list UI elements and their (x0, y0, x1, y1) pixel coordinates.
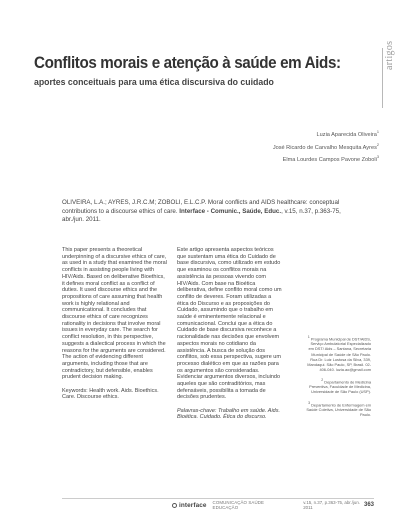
footnote (305, 378, 371, 395)
citation-details: , v.15, n.37, p.363-75, abr./jun. 2011. (62, 207, 341, 224)
footer-rule (62, 498, 374, 499)
section-label: artigos (384, 40, 395, 70)
article-subtitle: aportes conceituais para uma ética discursiva do cuidado (34, 76, 274, 87)
footnote-mark: 1 (307, 335, 310, 339)
citation-text: OLIVEIRA, L.A.; AYRES, J.R.C.M; ZOBOLI, E.L.C.P. Moral conflicts and AIDS healthcare: conceptual contributions to a discourse ethics of care. (62, 199, 340, 215)
footnote-text: Departamento de Enfermagem em Saúde Coletiva, Universidade de São Paulo. (306, 401, 371, 418)
author-list (273, 128, 379, 166)
abstract-portuguese (177, 247, 283, 428)
journal-logo-text: interface (179, 501, 207, 509)
journal-tagline: COMUNICAÇÃO SAÚDE EDUCAÇÃO (212, 500, 265, 510)
resumo-keywords: Palavras-chave: Trabalho em saúde. Aids. Bioética. Cuidado. Ética do discurso. (177, 407, 281, 421)
author-name: Elma Lourdes Campos Pavone Zoboli (282, 156, 377, 163)
author-mark: 1 (376, 130, 379, 134)
footnote-text: Departamento de Medicina Preventiva, Faculdade de Medicina, Universidade de São Paulo (USP). (309, 379, 371, 395)
abstract-keywords: Keywords: Health work. Aids. Bioethics. Care. Discourse ethics. (62, 387, 159, 401)
author-name: Luzia Aparecida Oliveira (316, 131, 377, 138)
abstract-body: This paper presents a theoretical underpinning of a discursive ethics of care, as used in a study that examined the moral conflicts in assisting people living with HIV/Aids. Based on deliberative Bioethics, it defines moral conflict as a conflict of duties. It used discourse ethics and the propositions of care assuming that health work is highly relational and communicational. It concludes that discourse ethics of care recognizes rationality in decisions that involve moral issues in everyday care. The search for conflict resolution, in this perspective, suggests a dialectical process in which the reasons for the arguments are considered. The action of evidencing different arguments, including those that are contradictory, but defensible, enables prudent decision making. (62, 247, 167, 381)
resumo-body: Este artigo apresenta aspectos teóricos que sustentam uma ética do Cuidado de base discursiva, como utilizado em estudo que examinou os conflitos morais na assistência às pessoas vivendo com HIV/Aids. Com base na Bioética deliberativa, define conflito moral como um conflito de deveres. Foram utilizadas a ética do Discurso e as proposições do Cuidado, assumindo que o trabalho em saúde é eminentemente relacional e comunicacional. Conclui que a ética do Cuidado de base discursiva reconhece a racionalidade nas decisões que envolvem aspectos morais no cotidiano da assistência. A busca de solução dos conflitos, sob essa perspectiva, sugere um processo dialético em que as razões para os argumentos são consideradas. Evidenciar argumentos diversos, incluindo aqueles que são contraditórios, mas defensáveis, possibilita a tomada de decisões prudentes. (177, 247, 282, 401)
citation (62, 199, 362, 225)
citation-journal: Interface - Comunic., Saúde, Educ. (179, 207, 282, 215)
footnote (305, 335, 371, 372)
article-title: Conflitos morais e atenção à saúde em Aids: (34, 54, 341, 72)
issue-reference: v.15, n.37, p.363-75, abr./jun. 2011 (303, 500, 361, 510)
footnote-mark: 3 (308, 400, 310, 405)
journal-logo-icon (172, 503, 177, 508)
journal-logo (172, 502, 207, 509)
section-tab-rule (382, 48, 383, 108)
author-mark: 2 (376, 142, 379, 147)
author (273, 141, 379, 154)
footnote-text: Programa Municipal de DST/AIDS, Serviço Ambulatorial Especializado em DST/ Aids – Santana, Secretaria Municipal de Saúde de São Paulo. Rua Dr. Luiz Lustosa da Silva, 339, Mandaqui. São Paulo, SP, Brasil. 02-406-040. luzia.ao@gmail.com (307, 336, 371, 372)
author-name: José Ricardo de Carvalho Mesquita Ayres (272, 144, 377, 151)
affiliation-footnotes (305, 335, 371, 423)
footnote (305, 401, 371, 418)
author-mark: 3 (376, 155, 379, 160)
page-number: 363 (363, 502, 374, 508)
author (273, 153, 379, 166)
footnote-mark: 2 (321, 377, 324, 382)
author (273, 128, 379, 141)
page-footer (172, 500, 374, 510)
abstract-english (62, 247, 168, 408)
